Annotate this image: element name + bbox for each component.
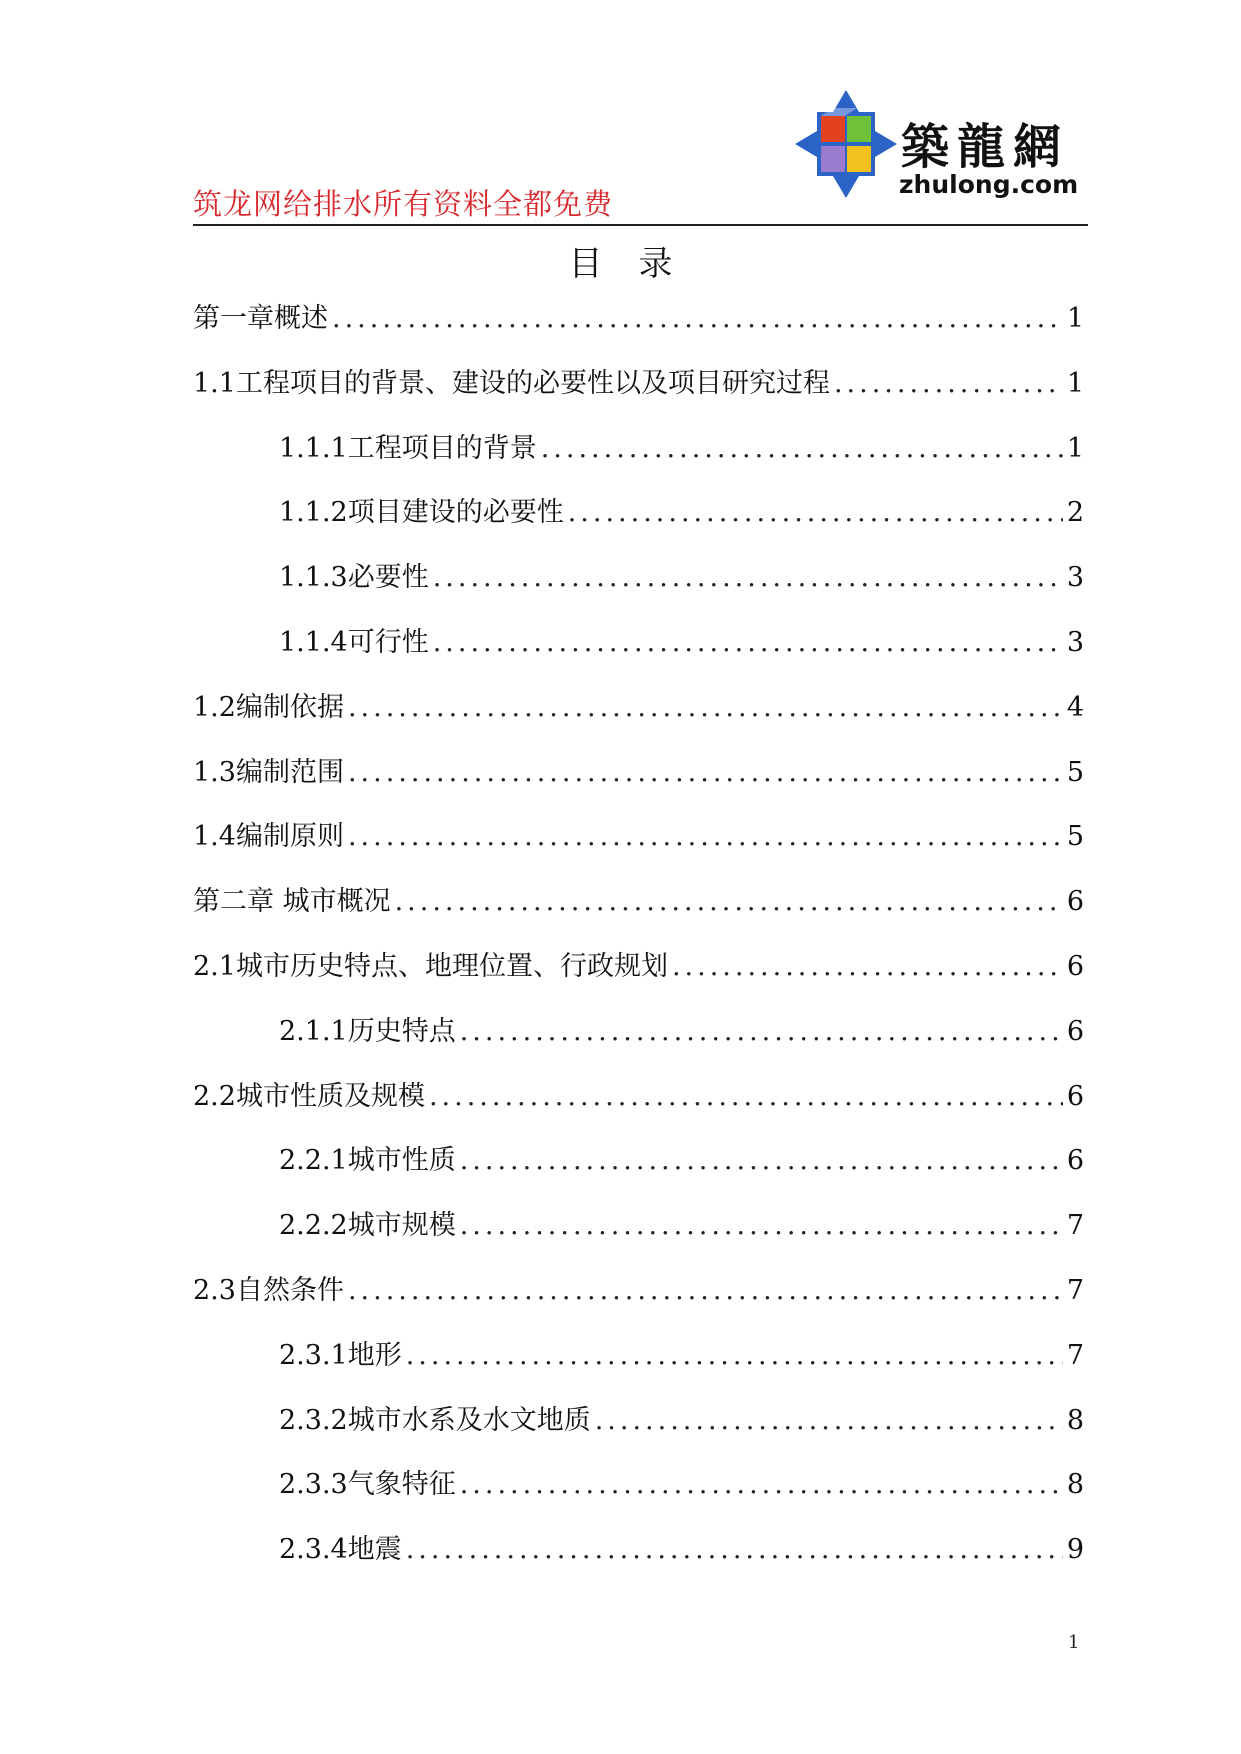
toc-entry-label: 2.3.2城市水系及水文地质 <box>279 1404 591 1436</box>
toc-entry-label: 2.2.1城市性质 <box>279 1145 456 1177</box>
toc-leader-dots <box>541 430 1063 468</box>
toc-entry-page: 1 <box>1066 432 1084 464</box>
toc-leader-dots <box>395 883 1063 921</box>
toc-entry-page: 1 <box>1066 303 1084 334</box>
toc-entry[interactable] <box>193 559 1084 624</box>
header-tagline: 筑龙网给排水所有资料全都免费 <box>193 187 614 221</box>
toc-entry-label: 第一章概述 <box>193 303 328 334</box>
toc-entry[interactable] <box>193 624 1084 689</box>
toc-entry-page: 1 <box>1066 367 1084 399</box>
logo-text-chinese: 築龍網 <box>901 119 1070 175</box>
toc-leader-dots <box>460 1207 1063 1245</box>
toc-entry-page: 6 <box>1066 950 1084 982</box>
toc-entry-label: 1.4编制原则 <box>193 821 344 853</box>
toc-entry[interactable] <box>193 1337 1084 1402</box>
toc-entry-page: 7 <box>1066 1210 1084 1242</box>
toc-entry[interactable] <box>193 818 1084 883</box>
toc-entry-label: 1.2编制依据 <box>193 691 344 723</box>
toc-entry[interactable] <box>193 689 1084 754</box>
toc-entry[interactable] <box>193 1531 1084 1596</box>
toc-leader-dots <box>433 624 1063 662</box>
toc-entry[interactable] <box>193 430 1084 495</box>
toc-entry-label: 1.3编制范围 <box>193 756 344 788</box>
toc-entry-page: 6 <box>1066 886 1084 918</box>
toc-leader-dots <box>460 1142 1063 1180</box>
page-number: 1 <box>1068 1632 1080 1653</box>
toc-entry-page: 8 <box>1066 1404 1084 1436</box>
toc-entry[interactable] <box>193 300 1084 365</box>
toc-entry[interactable] <box>193 1013 1084 1078</box>
toc-entry[interactable] <box>193 1078 1084 1143</box>
toc-entry-label: 第二章 城市概况 <box>193 886 391 918</box>
toc-entry-label: 2.3.1地形 <box>279 1339 402 1371</box>
toc-entry[interactable] <box>193 754 1084 819</box>
toc-leader-dots <box>332 300 1063 338</box>
toc-leader-dots <box>406 1531 1063 1569</box>
toc-entry-page: 6 <box>1066 1080 1084 1112</box>
toc-entry[interactable] <box>193 883 1084 948</box>
toc-entry[interactable] <box>193 365 1084 430</box>
toc-title-char: 录 <box>638 244 673 284</box>
zhulong-logo <box>793 88 1083 208</box>
toc-entry[interactable] <box>193 1402 1084 1467</box>
toc-entry-page: 5 <box>1066 756 1084 788</box>
toc-entry-page: 6 <box>1066 1015 1084 1047</box>
toc-leader-dots <box>406 1337 1063 1375</box>
toc-entry[interactable] <box>193 1272 1084 1337</box>
header-rule <box>193 224 1088 226</box>
toc-leader-dots <box>348 1272 1063 1310</box>
toc-entry[interactable] <box>193 1207 1084 1272</box>
toc-entry-label: 2.2.2城市规模 <box>279 1210 456 1242</box>
toc-leader-dots <box>460 1013 1063 1051</box>
toc-leader-dots <box>834 365 1063 403</box>
toc-entry-page: 7 <box>1066 1274 1084 1306</box>
toc-entry[interactable] <box>193 948 1084 1013</box>
toc-entry-page: 3 <box>1066 562 1084 594</box>
toc-entry-page: 7 <box>1066 1339 1084 1371</box>
toc-entry-page: 5 <box>1066 821 1084 853</box>
toc-leader-dots <box>348 818 1063 856</box>
toc-entry-label: 1.1.4可行性 <box>279 626 429 658</box>
toc-leader-dots <box>348 689 1063 727</box>
toc-entry-label: 1.1.2项目建设的必要性 <box>279 497 564 529</box>
zhulong-logo-mark-icon <box>793 88 899 200</box>
toc-entry[interactable] <box>193 494 1084 559</box>
logo-text-english: zhulong.com <box>899 170 1079 199</box>
toc-leader-dots <box>595 1402 1063 1440</box>
toc-title-char: 目 <box>568 244 603 284</box>
toc-entry-label: 1.1工程项目的背景、建设的必要性以及项目研究过程 <box>193 367 830 399</box>
toc-entry-page: 9 <box>1066 1534 1084 1566</box>
toc-entry[interactable] <box>193 1142 1084 1207</box>
toc-entry-page: 8 <box>1066 1469 1084 1501</box>
toc-entry-page: 2 <box>1066 497 1084 529</box>
toc-entry-label: 1.1.3必要性 <box>279 562 429 594</box>
toc-leader-dots <box>429 1078 1063 1116</box>
toc-entry-label: 2.3.4地震 <box>279 1534 402 1566</box>
toc-leader-dots <box>460 1466 1063 1504</box>
page-header <box>193 78 1088 228</box>
toc-leader-dots <box>672 948 1063 986</box>
toc-entry-label: 2.3自然条件 <box>193 1274 344 1306</box>
toc-entry-page: 4 <box>1066 691 1084 723</box>
toc-entry-page: 3 <box>1066 626 1084 658</box>
toc-leader-dots <box>433 559 1063 597</box>
toc-title <box>0 236 1241 285</box>
toc-entry[interactable] <box>193 1466 1084 1531</box>
toc-entry-label: 1.1.1工程项目的背景 <box>279 432 537 464</box>
toc-leader-dots <box>568 494 1063 532</box>
toc-entry-label: 2.1城市历史特点、地理位置、行政规划 <box>193 950 668 982</box>
table-of-contents <box>193 300 1084 1596</box>
toc-leader-dots <box>348 754 1063 792</box>
toc-entry-label: 2.1.1历史特点 <box>279 1015 456 1047</box>
toc-entry-label: 2.2城市性质及规模 <box>193 1080 425 1112</box>
toc-entry-label: 2.3.3气象特征 <box>279 1469 456 1501</box>
toc-entry-page: 6 <box>1066 1145 1084 1177</box>
